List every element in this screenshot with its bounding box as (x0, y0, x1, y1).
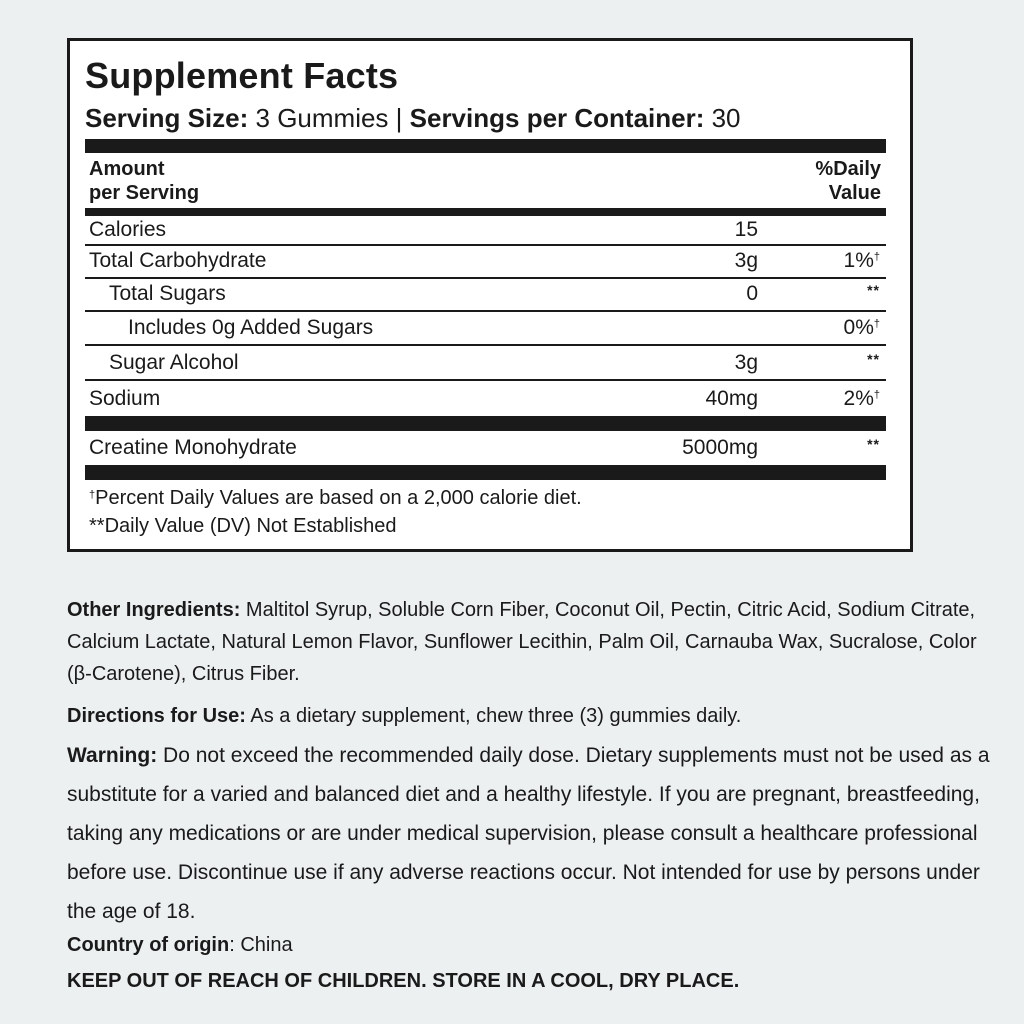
footnote-not-established (89, 515, 397, 538)
header-right-line2: Value (828, 182, 881, 204)
row-dv (844, 249, 880, 273)
dagger-mark: † (873, 251, 880, 263)
row-amount: 40mg (705, 387, 758, 410)
daily-value-header (815, 157, 881, 205)
amount-per-serving-header (89, 157, 199, 205)
supplement-facts-panel (67, 38, 913, 552)
row-amount: 0 (746, 282, 758, 305)
panel-title: Supplement Facts (85, 55, 399, 96)
serving-info (85, 103, 741, 134)
row-amount: 15 (734, 218, 758, 241)
row-dv: ** (867, 351, 880, 367)
dv-value: 1% (843, 249, 874, 272)
dagger-mark: † (89, 489, 96, 501)
row-divider (85, 379, 886, 381)
warning-text: Do not exceed the recommended daily dose. Dietary supplements must not be used as a substitute for a varied and balanced diet and a healthy lifestyle. If you are pregnant, breastfeeding, taking any medications or are under medical supervision, please consult a healthcare professional before use. Discontinue use if any adverse reactions occur. Not intended for use by persons under the age of 18. (67, 744, 990, 923)
row-divider (85, 310, 886, 312)
other-ingredients (67, 594, 1007, 690)
divider-thick (85, 139, 886, 153)
origin-text: : China (229, 934, 293, 956)
row-dv (844, 387, 880, 411)
row-name: Calories (89, 218, 167, 241)
header-right-line1: %Daily (815, 158, 881, 180)
directions-text: As a dietary supplement, chew three (3) gummies daily. (245, 705, 742, 727)
warning (67, 736, 1007, 931)
warning-label: Warning: (67, 744, 158, 767)
origin-label: Country of origin (67, 934, 230, 956)
footnote-text: Daily Value (DV) Not Established (104, 515, 397, 537)
dv-value: 2% (843, 387, 874, 410)
row-amount: 5000mg (682, 436, 758, 459)
row-amount: 3g (734, 351, 758, 374)
footnote-text: Percent Daily Values are based on a 2,000 calorie diet. (95, 487, 582, 509)
row-divider (85, 244, 886, 246)
row-name: Includes 0g Added Sugars (128, 316, 374, 339)
row-divider (85, 277, 886, 279)
row-name: Total Carbohydrate (89, 249, 267, 272)
header-left-line2: per Serving (89, 182, 200, 204)
directions-for-use (67, 701, 1007, 731)
divider-thick (85, 416, 886, 431)
divider-medium (85, 208, 886, 216)
servings-label: Servings per Container: (409, 103, 705, 133)
row-name: Creatine Monohydrate (89, 436, 297, 459)
row-name: Sugar Alcohol (109, 351, 239, 374)
footnote-mark: ** (89, 515, 105, 537)
keep-out-notice: KEEP OUT OF REACH OF CHILDREN. STORE IN A COOL, DRY PLACE. (67, 970, 740, 992)
footnote-daily-values (89, 487, 582, 510)
row-dv (844, 316, 880, 340)
row-dv: ** (867, 282, 880, 298)
row-name: Sodium (89, 387, 161, 410)
ingredients-text: Maltitol Syrup, Soluble Corn Fiber, Coconut Oil, Pectin, Citric Acid, Sodium Citrate, Calcium Lactate, Natural Lemon Flavor, Sunflower Lecithin, Palm Oil, Carnauba Wax, Sucralose, Color (β-Carotene), Citrus Fiber. (67, 599, 977, 685)
divider-thick (85, 465, 886, 480)
servings-value: 30 (704, 103, 741, 133)
row-amount: 3g (734, 249, 758, 272)
row-name: Total Sugars (109, 282, 226, 305)
serving-size-value: 3 Gummies | (248, 103, 410, 133)
ingredients-label: Other Ingredients: (67, 599, 241, 621)
serving-size-label: Serving Size: (85, 103, 249, 133)
row-dv: ** (867, 436, 880, 452)
country-of-origin (67, 930, 1007, 960)
dv-value: 0% (843, 316, 874, 339)
header-left-line1: Amount (89, 158, 165, 180)
dagger-mark: † (873, 389, 880, 401)
directions-label: Directions for Use: (67, 705, 246, 727)
row-divider (85, 344, 886, 346)
dagger-mark: † (873, 318, 880, 330)
